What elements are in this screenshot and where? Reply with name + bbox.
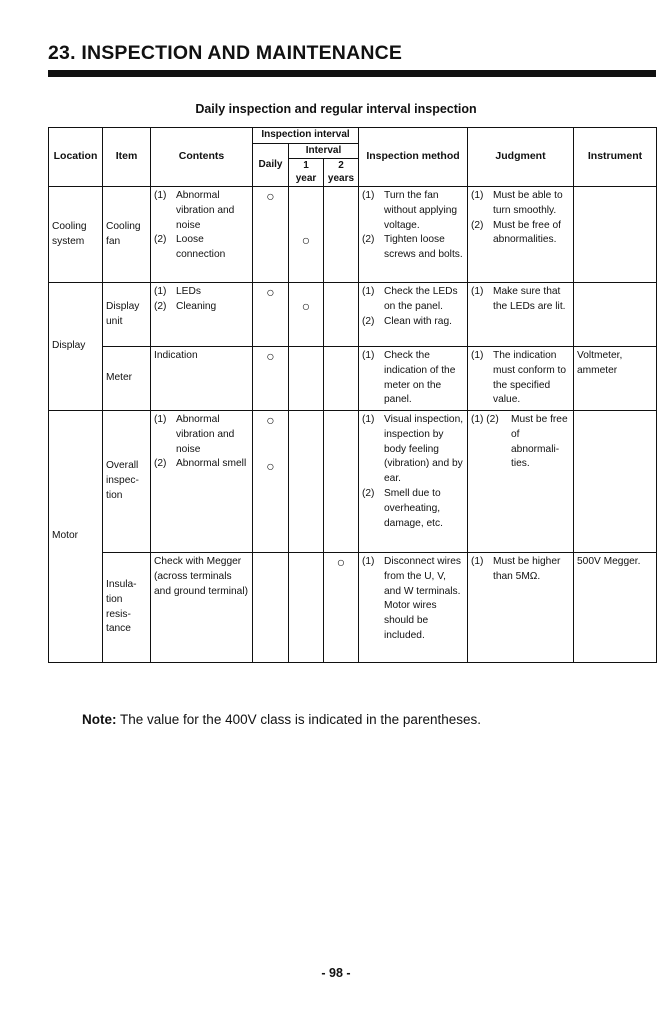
item-insulation-resistance: Insula- tion resis- tance — [103, 553, 151, 663]
method-line: (2) Tighten loose screws and bolts. — [362, 234, 463, 261]
header-interval: Interval — [289, 143, 359, 159]
page-number: - 98 - — [321, 966, 351, 980]
year1-cell — [289, 411, 324, 553]
header-judgment: Judgment — [468, 128, 574, 187]
year2-cell — [324, 553, 359, 663]
header-1-year — [289, 159, 324, 187]
circle-mark: ○ — [266, 457, 275, 474]
title-rule — [48, 70, 656, 77]
method-line: (1) Disconnect wires from the U, V, and W terminals. Motor wires should be included. — [362, 556, 461, 642]
judgment-line: (2) Must be free of abnormalities. — [471, 219, 561, 246]
contents-cooling-fan — [151, 187, 253, 283]
method-cooling-fan — [359, 187, 468, 283]
contents-line: (1) LEDs — [154, 286, 201, 297]
header-location: Location — [49, 128, 103, 187]
table-row — [49, 187, 657, 283]
header-instrument: Instrument — [574, 128, 657, 187]
contents-overall-inspection — [151, 411, 253, 553]
instrument-display-unit — [574, 283, 657, 347]
method-display-unit — [359, 283, 468, 347]
daily-cell — [253, 553, 289, 663]
instrument-cooling-fan — [574, 187, 657, 283]
daily-cell — [253, 347, 289, 411]
judgment-cooling-fan — [468, 187, 574, 283]
header-1-year-number: 1 — [303, 160, 309, 171]
table-row — [49, 553, 657, 663]
header-contents: Contents — [151, 128, 253, 187]
year1-cell — [289, 187, 324, 283]
contents-insulation-resistance: Check with Megger (across terminals and ground terminal) — [151, 553, 253, 663]
item-overall-inspection: Overall inspec- tion — [103, 411, 151, 553]
header-item: Item — [103, 128, 151, 187]
header-2-years — [324, 159, 359, 187]
judgment-insulation-resistance — [468, 553, 574, 663]
year2-cell — [324, 283, 359, 347]
judgment-overall-inspection — [468, 411, 574, 553]
year1-cell — [289, 347, 324, 411]
instrument-insulation-resistance: 500V Megger. — [574, 553, 657, 663]
judgment-line: (1) Must be higher than 5MΩ. — [471, 556, 561, 582]
header-daily: Daily — [253, 143, 289, 187]
item-display-unit: Display unit — [103, 283, 151, 347]
judgment-line: (1) The indication must conform to the specified value. — [471, 350, 567, 406]
circle-mark: ○ — [266, 348, 275, 364]
instrument-meter: Voltmeter, ammeter — [574, 347, 657, 411]
year1-cell — [289, 283, 324, 347]
item-cooling-fan: Cooling fan — [103, 187, 151, 283]
circle-mark: ○ — [336, 554, 346, 571]
method-line: (1) Check the LEDs on the panel. — [362, 286, 458, 312]
method-line: (2) Smell due to overheating, damage, etc. — [362, 488, 443, 529]
contents-display-unit — [151, 283, 253, 347]
contents-line: (2) Loose connection — [154, 234, 226, 261]
location-motor: Motor — [49, 411, 103, 663]
table-subtitle: Daily inspection and regular interval inspection — [195, 102, 477, 116]
table-row — [49, 283, 657, 347]
note-label: Note: — [82, 712, 117, 727]
judgment-meter — [468, 347, 574, 411]
contents-line: (1) Abnormal vibration and noise — [154, 190, 235, 231]
method-line: (2) Clean with rag. — [362, 315, 452, 327]
contents-line: (1) Abnormal vibration and noise — [154, 414, 235, 455]
judgment-line: (1) Make sure that the LEDs are lit. — [471, 286, 566, 312]
header-1-year-unit: year — [295, 172, 317, 184]
circle-mark: ○ — [301, 298, 311, 314]
header-2-years-number: 2 — [338, 160, 344, 171]
method-overall-inspection — [359, 411, 468, 553]
contents-line: (2) Abnormal smell — [154, 458, 247, 470]
circle-mark: ○ — [301, 232, 311, 248]
judgment-line: (1) (2) Must be free of abnormali- ties. — [471, 414, 568, 470]
inspection-table — [48, 127, 657, 663]
circle-mark: ○ — [266, 284, 275, 300]
year1-cell — [289, 553, 324, 663]
table-row — [49, 411, 657, 553]
header-2-years-unit: years — [327, 172, 355, 184]
page-title: 23. INSPECTION AND MAINTENANCE — [48, 42, 403, 64]
daily-cell — [253, 283, 289, 347]
method-insulation-resistance — [359, 553, 468, 663]
note — [82, 712, 481, 727]
circle-mark: ○ — [266, 412, 275, 429]
table-row — [49, 347, 657, 411]
daily-cell — [253, 187, 289, 283]
year2-cell — [324, 347, 359, 411]
method-line: (1) Turn the fan without applying voltage. — [362, 190, 458, 231]
judgment-line: (1) Must be able to turn smoothly. — [471, 190, 563, 216]
header-inspection-interval: Inspection interval — [253, 128, 359, 144]
method-line: (1) Check the indication of the meter on the panel. — [362, 350, 456, 406]
instrument-overall-inspection — [574, 411, 657, 553]
note-text: The value for the 400V class is indicated in the parentheses. — [120, 712, 481, 727]
contents-meter: Indication — [151, 347, 253, 411]
method-line: (1) Visual inspection, inspection by body feeling (vibration) and by ear. — [362, 414, 464, 485]
judgment-display-unit — [468, 283, 574, 347]
item-meter: Meter — [103, 347, 151, 411]
header-inspection-method: Inspection method — [359, 128, 468, 187]
contents-line: (2) Cleaning — [154, 300, 217, 312]
circle-mark: ○ — [266, 188, 275, 204]
year2-cell — [324, 187, 359, 283]
location-cooling-system: Cooling system — [49, 187, 103, 283]
location-display: Display — [49, 283, 103, 411]
method-meter — [359, 347, 468, 411]
year2-cell — [324, 411, 359, 553]
daily-cell — [253, 411, 289, 553]
